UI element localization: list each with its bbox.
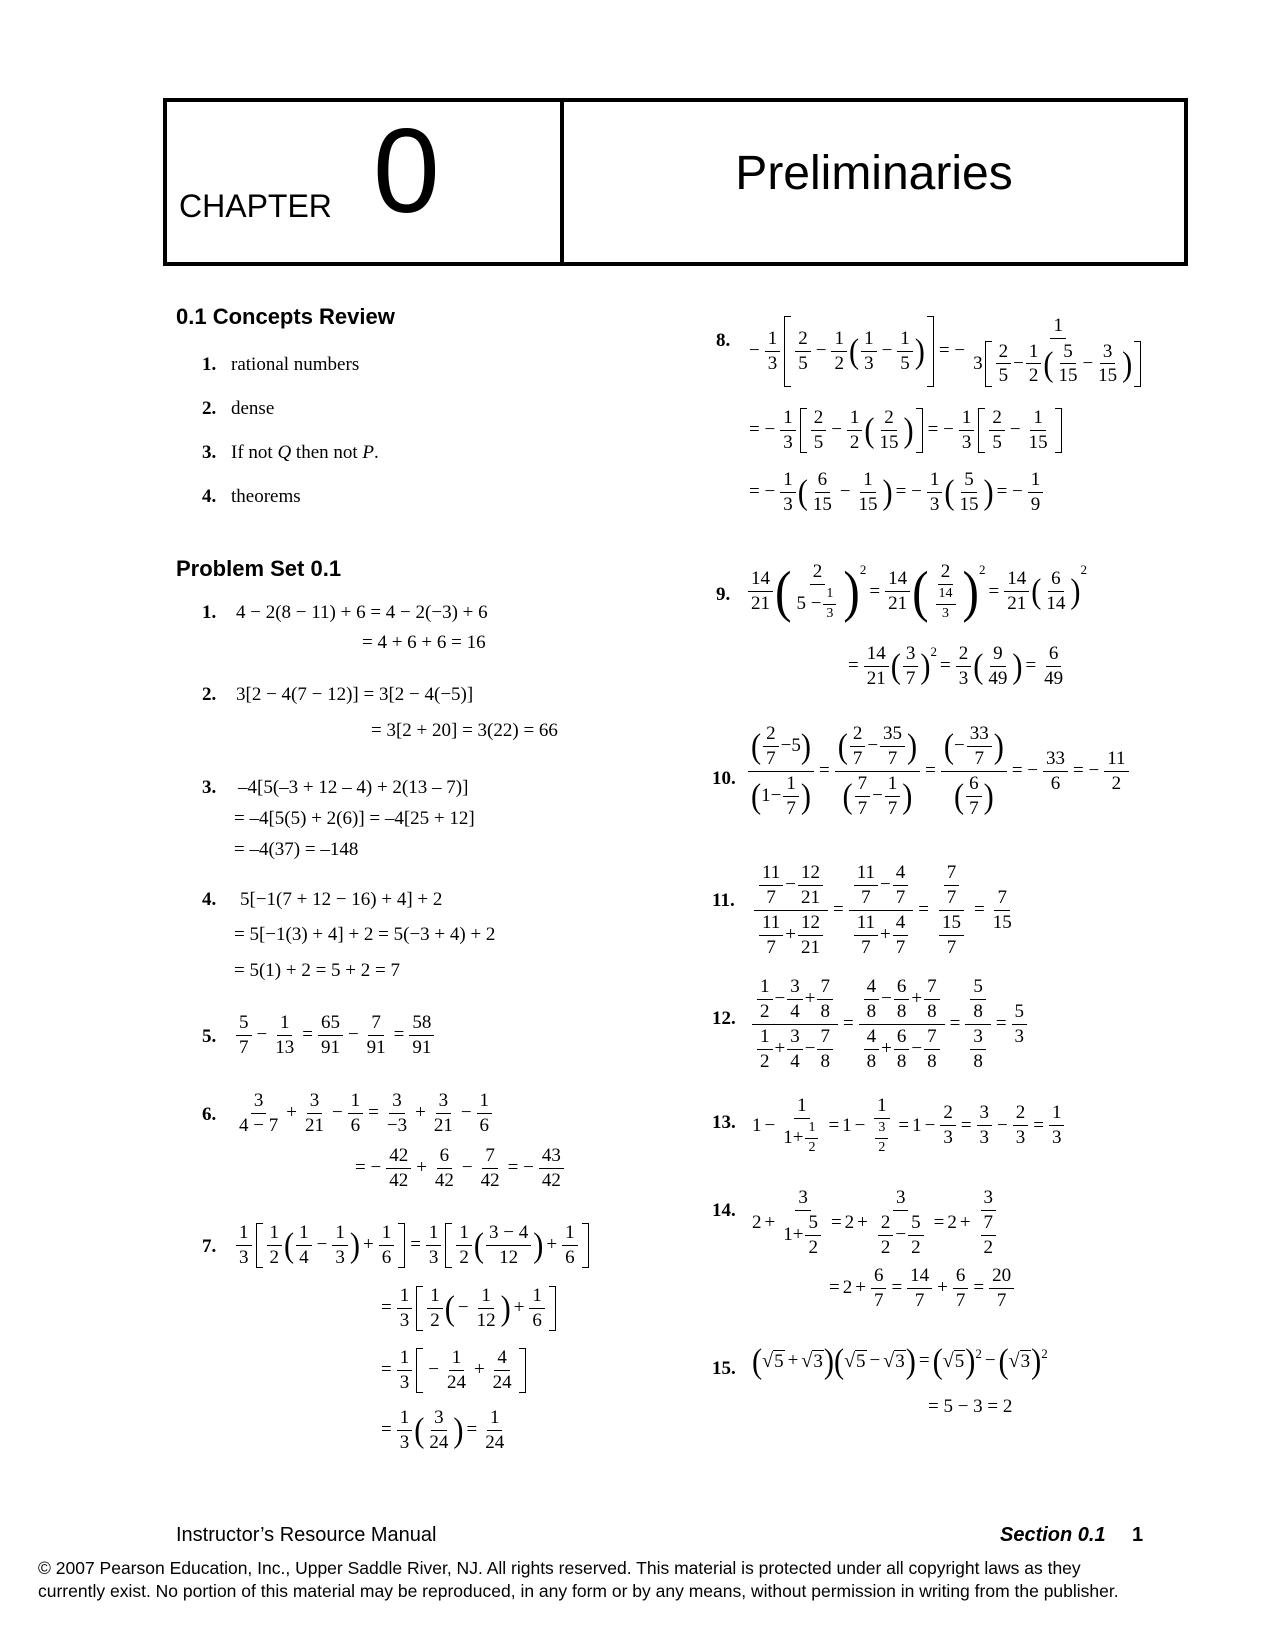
math-line: = –4[5(5) + 2(6)] = –4[25 + 12] — [234, 808, 475, 829]
math-line: = 4 + 6 + 6 = 16 — [362, 632, 486, 653]
concept-text — [231, 442, 379, 464]
concept-text: rational numbers — [231, 354, 360, 375]
math-expression: = − $\frac{1}{3}$ ( $\frac{6}{15}$ − $\frac{1}{15}$ ) = − $\frac{1}{3}$ ( $\frac{5}{15}$ ) = − $\frac{1}{9}$ — [746, 470, 1045, 515]
concepts-review-heading: 0.1 Concepts Review — [176, 304, 395, 329]
chapter-number: 0 — [373, 104, 440, 238]
problem-number: 4. — [202, 889, 217, 910]
math-expression: ( √ 5 + √ 3 ) ( √ 5 − √ 3 ) = ( √ 5 ) $^2$ − ( √ 3 ) $^2$ — [752, 1341, 1048, 1381]
footer-page-number: 1 — [1132, 1524, 1144, 1546]
math-expression: = − $\frac{42}{42}$ + $\frac{6}{42}$ − $\frac{7}{42}$ = − $\frac{43}{42}$ — [352, 1146, 566, 1191]
math-expression: = $\frac{1}{3}$ ( $\frac{3}{24}$ ) = $\frac{1}{24}$ — [381, 1407, 505, 1453]
math-line: –4[5(–3 + 12 – 4) + 2(13 – 7)] — [238, 777, 469, 798]
math-expression: − $\frac{1}{3}$ $\frac{2}{5}$ − $\frac{1}{2}$ ( $\frac{1}{3}$ − $\frac{1}{5}$ ) = − 1 3 $\frac{2}{5}$ − $\frac{1}{2}$ ( $\frac{5}{15}$ − $\frac{3}{15}$ ) — [746, 316, 1148, 387]
problem-number: 14. — [712, 1200, 736, 1221]
concept-text: theorems — [231, 486, 301, 507]
math-expression: $\frac{11}{7}$ − $\frac{12}{21}$ $\frac{11}{7}$ + $\frac{12}{21}$ = $\frac{11}{7}$ − $\frac{4}{7}$ $\frac{11}{7}$ + $\frac{4}{7}$ = $\frac{\frac{7}{7}}{\frac{15}{7}}$ = $\frac{7}{15}$ — [752, 862, 1017, 958]
problem-number: 1. — [202, 602, 217, 623]
math-line: = –4(37) = –148 — [234, 839, 359, 860]
variable-p: P — [362, 442, 375, 463]
concept-text: dense — [231, 398, 275, 419]
math-expression: = $\frac{14}{21}$ ( $\frac{3}{7}$ ) $^2$ = $\frac{2}{3}$ ( $\frac{9}{49}$ ) = $\frac{6}{49}$ — [848, 643, 1064, 689]
copyright-line-2: currently exist. No portion of this material may be reproduced, in any form or by any means, without permission in writing from the publisher. — [38, 1581, 1119, 1601]
math-line: = 3[2 + 20] = 3(22) = 66 — [371, 720, 558, 741]
math-line: 5[−1(7 + 12 − 16) + 4] + 2 — [240, 889, 443, 910]
chapter-header — [163, 98, 1188, 266]
math-line: = 5[−1(3) + 4] + 2 = 5(−3 + 4) + 2 — [234, 924, 496, 945]
math-expression: = $\frac{1}{3}$ $\frac{1}{2}$ ( − $\frac{1}{12}$ ) + $\frac{1}{6}$ — [378, 1286, 558, 1331]
problem-number: 2. — [202, 684, 217, 705]
problem-number: 8. — [716, 330, 731, 351]
item-number: 3. — [202, 442, 217, 463]
footer-manual-title: Instructor’s Resource Manual — [176, 1524, 437, 1546]
problem-number: 7. — [202, 1236, 217, 1257]
problem-set-heading: Problem Set 0.1 — [176, 556, 342, 581]
copyright-line-1: © 2007 Pearson Education, Inc., Upper Saddle River, NJ. All rights reserved. This material is protected under all copyright laws as they — [38, 1558, 1081, 1578]
concept-item — [202, 486, 216, 508]
problem-number: 3. — [202, 777, 217, 798]
math-line: 3[2 − 4(7 − 12)] = 3[2 − 4(−5)] — [236, 684, 474, 705]
problem-number: 15. — [712, 1358, 736, 1379]
math-line: = 5(1) + 2 = 5 + 2 = 7 — [234, 960, 400, 981]
footer-section: Section 0.1 — [1000, 1524, 1106, 1546]
problem-number: 10. — [712, 768, 736, 789]
math-expression: ( $\frac{2}{7}$ −5 ) ( 1− $\frac{1}{7}$ ) = ( $\frac{2}{7}$ − $\frac{35}{7}$ ) ( $\frac{7}{7}$ − $\frac{1}{7}$ ) = ( − $\frac{33}{7}$ ) ( $\frac{6}{7}$ ) = − $\frac{33}{6}$ = − $\frac{11}{2}$ — [746, 724, 1131, 819]
variable-q: Q — [277, 442, 292, 463]
text-part: then not — [291, 442, 363, 463]
problem-number: 6. — [202, 1104, 217, 1125]
math-expression: 1 − 1 1+ $\frac{1}{2}$ = 1 − $\frac{1}{\frac{3}{2}}$ = 1 − $\frac{2}{3}$ = $\frac{3}{3}$ − $\frac{2}{3}$ = $\frac{1}{3}$ — [752, 1096, 1066, 1155]
item-number: 4. — [202, 486, 217, 507]
math-expression: $\frac{14}{21}$ ( 2 5 − $\frac{1}{3}$ ) $^2$ = $\frac{14}{21}$ ( $\frac{2}{\frac{14}{3}}$ ) $^2$ = $\frac{14}{21}$ ( $\frac{6}{14}$ ) $^2$ — [746, 562, 1087, 621]
math-expression: $\frac{1}{2}$ − $\frac{3}{4}$ + $\frac{7}{8}$ $\frac{1}{2}$ + $\frac{3}{4}$ − $\frac{7}{8}$ = $\frac{4}{8}$ − $\frac{6}{8}$ + $\frac{7}{8}$ $\frac{4}{8}$ + $\frac{6}{8}$ − $\frac{7}{8}$ = $\frac{\frac{5}{8}}{\frac{3}{8}}$ = $\frac{5}{3}$ — [750, 976, 1029, 1072]
problem-number: 5. — [202, 1026, 217, 1047]
math-expression: = 2 + $\frac{6}{7}$ = $\frac{14}{7}$ + $\frac{6}{7}$ = $\frac{20}{7}$ — [826, 1266, 1016, 1311]
math-line: = 5 − 3 = 2 — [928, 1396, 1013, 1417]
concept-item — [202, 354, 216, 376]
math-expression: = $\frac{1}{3}$ − $\frac{1}{24}$ + $\frac{4}{24}$ — [378, 1348, 528, 1393]
math-line: 4 − 2(8 − 11) + 6 = 4 − 2(−3) + 6 — [236, 602, 488, 623]
math-expression: 2 + 3 1+ $\frac{5}{2}$ = 2 + 3 $\frac{2}{2}$ − $\frac{5}{2}$ = 2 + $\frac{3}{\frac{7}{2}}$ — [752, 1188, 1003, 1258]
math-expression: = − $\frac{1}{3}$ $\frac{2}{5}$ − $\frac{1}{2}$ ( $\frac{2}{15}$ ) = − $\frac{1}{3}$ $\frac{2}{5}$ − $\frac{1}{15}$ — [746, 408, 1064, 453]
chapter-title: Preliminaries — [735, 147, 1013, 200]
math-expression: $\frac{5}{7}$ − $\frac{1}{13}$ = $\frac{65}{91}$ − $\frac{7}{91}$ = $\frac{58}{91}$ — [234, 1012, 436, 1058]
problem-number: 13. — [712, 1112, 736, 1133]
problem-number: 11. — [712, 890, 735, 911]
concept-item — [202, 398, 216, 420]
math-expression: $\frac{1}{3}$ $\frac{1}{2}$ ( $\frac{1}{4}$ − $\frac{1}{3}$ ) + $\frac{1}{6}$ = $\frac{1}{3}$ $\frac{1}{2}$ ( $\frac{3 - 4}{12}$ ) + $\frac{1}{6}$ — [234, 1222, 591, 1268]
item-number: 1. — [202, 354, 217, 375]
text-part: If not — [231, 442, 278, 463]
problem-number: 9. — [716, 584, 731, 605]
math-expression: $\frac{3}{4 - 7}$ + $\frac{3}{21}$ − $\frac{1}{6}$ = $\frac{3}{-3}$ + $\frac{3}{21}$ − $\frac{1}{6}$ — [234, 1090, 494, 1136]
problem-number: 12. — [712, 1008, 736, 1029]
text-part: . — [374, 442, 379, 463]
concept-item — [202, 442, 216, 464]
chapter-word: CHAPTER — [179, 188, 332, 224]
item-number: 2. — [202, 398, 217, 419]
